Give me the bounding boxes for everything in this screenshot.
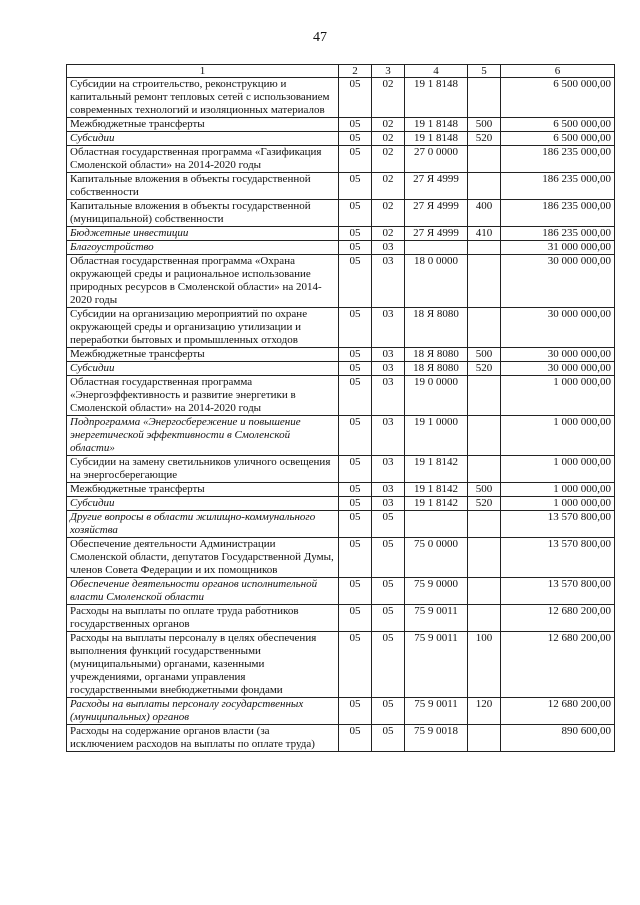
section-code-cell: 05 (339, 456, 372, 483)
subsection-code-cell: 05 (372, 578, 405, 605)
section-code-cell: 05 (339, 416, 372, 456)
expense-type-cell: 500 (468, 483, 501, 497)
section-code-cell: 05 (339, 483, 372, 497)
section-code-cell: 05 (339, 118, 372, 132)
amount-cell: 1 000 000,00 (501, 376, 615, 416)
expense-type-cell (468, 605, 501, 632)
section-code-cell: 05 (339, 538, 372, 578)
subsection-code-cell: 02 (372, 146, 405, 173)
subsection-code-cell: 05 (372, 511, 405, 538)
expense-type-cell (468, 416, 501, 456)
table-row (67, 497, 615, 511)
column-header: 4 (405, 65, 468, 78)
amount-cell: 1 000 000,00 (501, 416, 615, 456)
expense-type-cell (468, 173, 501, 200)
table-row (67, 173, 615, 200)
target-article-cell: 19 1 8148 (405, 118, 468, 132)
table-row (67, 605, 615, 632)
section-code-cell: 05 (339, 497, 372, 511)
target-article-cell: 75 9 0011 (405, 632, 468, 698)
table-row (67, 118, 615, 132)
subsection-code-cell: 03 (372, 348, 405, 362)
subsection-code-cell: 03 (372, 362, 405, 376)
target-article-cell: 19 1 8142 (405, 483, 468, 497)
row-name-cell: Межбюджетные трансферты (67, 118, 339, 132)
expense-type-cell (468, 538, 501, 578)
subsection-code-cell: 02 (372, 118, 405, 132)
table-row (67, 348, 615, 362)
target-article-cell: 75 9 0000 (405, 578, 468, 605)
amount-cell: 186 235 000,00 (501, 227, 615, 241)
amount-cell: 12 680 200,00 (501, 605, 615, 632)
subsection-code-cell: 05 (372, 605, 405, 632)
target-article-cell: 27 Я 4999 (405, 227, 468, 241)
column-header: 6 (501, 65, 615, 78)
amount-cell: 6 500 000,00 (501, 78, 615, 118)
amount-cell: 1 000 000,00 (501, 456, 615, 483)
target-article-cell: 18 Я 8080 (405, 348, 468, 362)
amount-cell: 1 000 000,00 (501, 497, 615, 511)
row-name-cell: Обеспечение деятельности органов исполнительной власти Смоленской области (67, 578, 339, 605)
row-name-cell: Субсидии (67, 362, 339, 376)
expense-type-cell (468, 78, 501, 118)
table-row (67, 200, 615, 227)
table-row (67, 538, 615, 578)
amount-cell: 186 235 000,00 (501, 173, 615, 200)
subsection-code-cell: 03 (372, 416, 405, 456)
amount-cell: 13 570 800,00 (501, 511, 615, 538)
row-name-cell: Благоустройство (67, 241, 339, 255)
section-code-cell: 05 (339, 362, 372, 376)
expense-type-cell (468, 376, 501, 416)
subsection-code-cell: 05 (372, 698, 405, 725)
amount-cell: 30 000 000,00 (501, 362, 615, 376)
table-row (67, 376, 615, 416)
expense-type-cell: 500 (468, 118, 501, 132)
amount-cell: 186 235 000,00 (501, 200, 615, 227)
subsection-code-cell: 02 (372, 78, 405, 118)
row-name-cell: Субсидии на строительство, реконструкцию и капитальный ремонт тепловых сетей с использованием современных технологий и изоляционных материалов (67, 78, 339, 118)
table-row (67, 725, 615, 752)
expense-type-cell: 500 (468, 348, 501, 362)
expense-type-cell (468, 146, 501, 173)
expense-type-cell (468, 725, 501, 752)
section-code-cell: 05 (339, 605, 372, 632)
row-name-cell: Субсидии (67, 132, 339, 146)
row-name-cell: Областная государственная программа «Охрана окружающей среды и рациональное использование природных ресурсов в Смоленской области» на 2014-2020 годы (67, 255, 339, 308)
table-row (67, 227, 615, 241)
column-header: 2 (339, 65, 372, 78)
column-header: 5 (468, 65, 501, 78)
amount-cell: 13 570 800,00 (501, 578, 615, 605)
table-body (67, 78, 615, 752)
section-code-cell: 05 (339, 173, 372, 200)
subsection-code-cell: 02 (372, 227, 405, 241)
expense-type-cell: 520 (468, 132, 501, 146)
amount-cell: 30 000 000,00 (501, 348, 615, 362)
row-name-cell: Субсидии на замену светильников уличного освещения на энергосберегающие (67, 456, 339, 483)
section-code-cell: 05 (339, 227, 372, 241)
table-row (67, 146, 615, 173)
target-article-cell: 18 Я 8080 (405, 362, 468, 376)
target-article-cell: 19 1 8148 (405, 132, 468, 146)
section-code-cell: 05 (339, 348, 372, 362)
row-name-cell: Межбюджетные трансферты (67, 348, 339, 362)
amount-cell: 13 570 800,00 (501, 538, 615, 578)
target-article-cell: 18 0 0000 (405, 255, 468, 308)
expense-type-cell (468, 578, 501, 605)
target-article-cell: 19 1 8148 (405, 78, 468, 118)
subsection-code-cell: 02 (372, 132, 405, 146)
subsection-code-cell: 03 (372, 483, 405, 497)
expense-type-cell (468, 255, 501, 308)
amount-cell: 6 500 000,00 (501, 118, 615, 132)
subsection-code-cell: 02 (372, 200, 405, 227)
row-name-cell: Субсидии на организацию мероприятий по охране окружающей среды и организацию утилизации и переработки бытовых и промышленных отходов (67, 308, 339, 348)
expense-type-cell: 400 (468, 200, 501, 227)
subsection-code-cell: 03 (372, 497, 405, 511)
row-name-cell: Другие вопросы в области жилищно-коммунального хозяйства (67, 511, 339, 538)
target-article-cell: 27 Я 4999 (405, 173, 468, 200)
table-row (67, 578, 615, 605)
subsection-code-cell: 03 (372, 241, 405, 255)
table-row (67, 698, 615, 725)
target-article-cell: 19 1 8142 (405, 456, 468, 483)
target-article-cell: 75 0 0000 (405, 538, 468, 578)
expense-type-cell: 120 (468, 698, 501, 725)
table-row (67, 632, 615, 698)
amount-cell: 890 600,00 (501, 725, 615, 752)
expense-type-cell (468, 308, 501, 348)
table-row (67, 132, 615, 146)
target-article-cell: 27 0 0000 (405, 146, 468, 173)
table-row (67, 362, 615, 376)
section-code-cell: 05 (339, 255, 372, 308)
subsection-code-cell: 03 (372, 308, 405, 348)
subsection-code-cell: 03 (372, 255, 405, 308)
table-row (67, 308, 615, 348)
amount-cell: 30 000 000,00 (501, 308, 615, 348)
section-code-cell: 05 (339, 308, 372, 348)
amount-cell: 186 235 000,00 (501, 146, 615, 173)
expense-type-cell: 100 (468, 632, 501, 698)
subsection-code-cell: 03 (372, 376, 405, 416)
column-header: 3 (372, 65, 405, 78)
amount-cell: 6 500 000,00 (501, 132, 615, 146)
section-code-cell: 05 (339, 132, 372, 146)
subsection-code-cell: 05 (372, 725, 405, 752)
amount-cell: 12 680 200,00 (501, 698, 615, 725)
row-name-cell: Расходы на содержание органов власти (за исключением расходов на выплаты по оплате труда) (67, 725, 339, 752)
row-name-cell: Расходы на выплаты по оплате труда работников государственных органов (67, 605, 339, 632)
section-code-cell: 05 (339, 241, 372, 255)
section-code-cell: 05 (339, 725, 372, 752)
amount-cell: 1 000 000,00 (501, 483, 615, 497)
target-article-cell: 75 9 0011 (405, 605, 468, 632)
row-name-cell: Капитальные вложения в объекты государственной собственности (67, 173, 339, 200)
amount-cell: 31 000 000,00 (501, 241, 615, 255)
expense-type-cell: 520 (468, 362, 501, 376)
expense-type-cell (468, 511, 501, 538)
target-article-cell: 27 Я 4999 (405, 200, 468, 227)
table-row (67, 483, 615, 497)
target-article-cell (405, 241, 468, 255)
row-name-cell: Областная государственная программа «Газификация Смоленской области» на 2014-2020 годы (67, 146, 339, 173)
target-article-cell: 19 1 0000 (405, 416, 468, 456)
table-header-row (67, 65, 615, 78)
row-name-cell: Расходы на выплаты персоналу государственных (муниципальных) органов (67, 698, 339, 725)
table-row (67, 511, 615, 538)
section-code-cell: 05 (339, 578, 372, 605)
row-name-cell: Обеспечение деятельности Администрации Смоленской области, депутатов Государственной Думы, членов Совета Федерации и их помощников (67, 538, 339, 578)
table-row (67, 255, 615, 308)
target-article-cell: 18 Я 8080 (405, 308, 468, 348)
table-row (67, 78, 615, 118)
table-row (67, 241, 615, 255)
section-code-cell: 05 (339, 146, 372, 173)
table-row (67, 456, 615, 483)
section-code-cell: 05 (339, 200, 372, 227)
row-name-cell: Областная государственная программа «Энергоэффективность и развитие энергетики в Смоленской области» на 2014-2020 годы (67, 376, 339, 416)
amount-cell: 30 000 000,00 (501, 255, 615, 308)
row-name-cell: Субсидии (67, 497, 339, 511)
target-article-cell (405, 511, 468, 538)
amount-cell: 12 680 200,00 (501, 632, 615, 698)
subsection-code-cell: 05 (372, 538, 405, 578)
target-article-cell: 75 9 0011 (405, 698, 468, 725)
section-code-cell: 05 (339, 78, 372, 118)
section-code-cell: 05 (339, 511, 372, 538)
section-code-cell: 05 (339, 632, 372, 698)
section-code-cell: 05 (339, 698, 372, 725)
subsection-code-cell: 02 (372, 173, 405, 200)
expense-type-cell (468, 456, 501, 483)
budget-table (66, 64, 615, 752)
row-name-cell: Бюджетные инвестиции (67, 227, 339, 241)
row-name-cell: Межбюджетные трансферты (67, 483, 339, 497)
section-code-cell: 05 (339, 376, 372, 416)
column-header: 1 (67, 65, 339, 78)
target-article-cell: 75 9 0018 (405, 725, 468, 752)
target-article-cell: 19 0 0000 (405, 376, 468, 416)
expense-type-cell (468, 241, 501, 255)
expense-type-cell: 410 (468, 227, 501, 241)
row-name-cell: Подпрограмма «Энергосбережение и повышение энергетической эффективности в Смоленской области» (67, 416, 339, 456)
table-row (67, 416, 615, 456)
subsection-code-cell: 03 (372, 456, 405, 483)
row-name-cell: Капитальные вложения в объекты государственной (муниципальной) собственности (67, 200, 339, 227)
expense-type-cell: 520 (468, 497, 501, 511)
target-article-cell: 19 1 8142 (405, 497, 468, 511)
row-name-cell: Расходы на выплаты персоналу в целях обеспечения выполнения функций государственными (муниципальными) органами, казенными учреждениями, органами управления государственными внебюджетными фондами (67, 632, 339, 698)
page-number: 47 (313, 30, 327, 45)
subsection-code-cell: 05 (372, 632, 405, 698)
